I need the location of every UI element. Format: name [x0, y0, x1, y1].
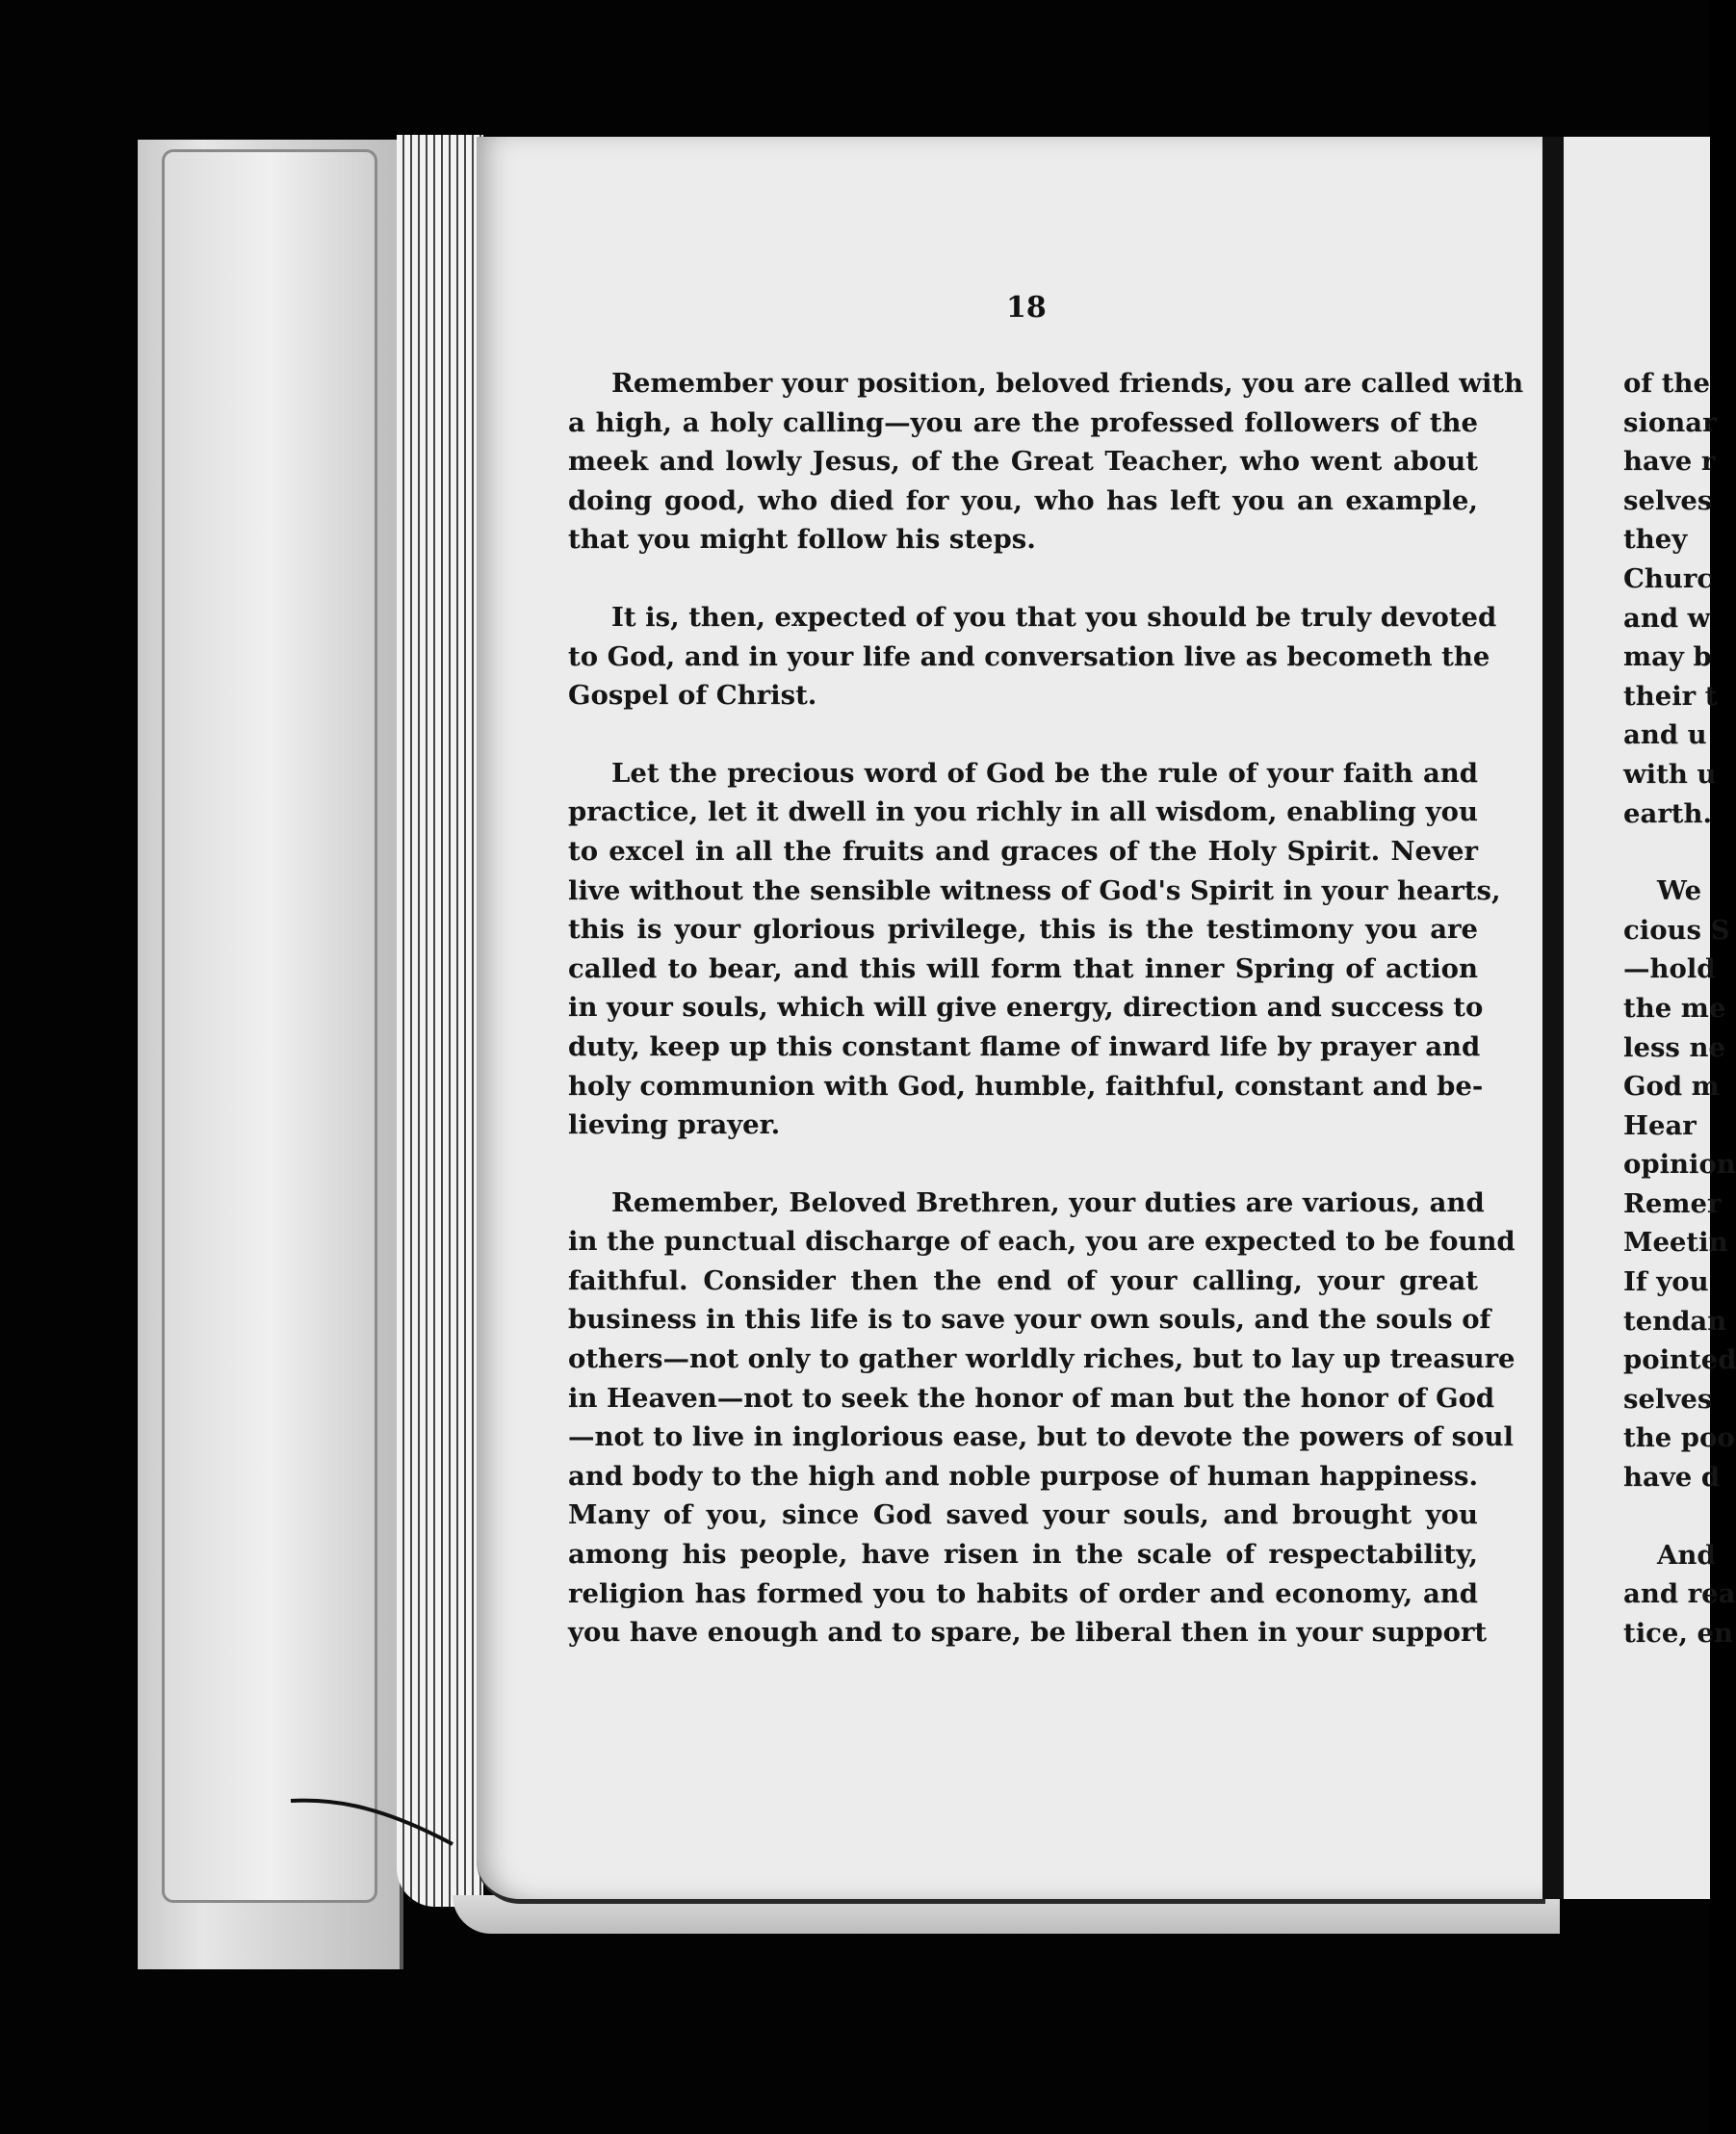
text-fragment: pointed [1623, 1344, 1736, 1376]
text-line: that you might follow his steps. [568, 524, 1036, 556]
text-line: live without the sensible witness of God's Spirit in your hearts, [568, 874, 1501, 906]
text-line: you have enough and to spare, be liberal then in your support [568, 1617, 1488, 1649]
text-fragment: and rea [1623, 1578, 1736, 1610]
paragraph-2 [568, 598, 1497, 716]
text-line: to excel in all the fruits and graces of the Holy Spirit. Never [568, 835, 1478, 867]
text-fragment: selves [1623, 1383, 1713, 1415]
text-line: faithful. Consider then the end of your calling, your great [568, 1264, 1478, 1296]
text-fragment: the me [1623, 992, 1726, 1024]
left-page-text [568, 364, 1524, 1691]
text-line: duty, keep up this constant flame of inward life by prayer and [568, 1030, 1481, 1062]
right-page-text-fragments [1623, 364, 1736, 1653]
text-fragment: Meetin [1623, 1227, 1728, 1259]
text-line: business in this life is to save your own souls, and the souls of [568, 1304, 1491, 1336]
text-fragment: opinion [1623, 1149, 1736, 1181]
text-line: this is your glorious privilege, this is the testimony you are [568, 914, 1478, 946]
page-number: 18 [1006, 291, 1047, 325]
pen-stroke-mark [289, 1791, 457, 1849]
text-fragment: If you [1623, 1266, 1709, 1298]
text-fragment: the poo [1623, 1422, 1735, 1454]
text-fragment: have d [1623, 1462, 1721, 1494]
book-cover-inner-board [162, 149, 377, 1903]
text-fragment: their t [1623, 680, 1718, 712]
text-line: Remember, Beloved Brethren, your duties are various, and [611, 1186, 1485, 1218]
book-gutter [1542, 137, 1564, 1899]
text-fragment: Remer [1623, 1187, 1722, 1219]
text-line: in your souls, which will give energy, direction and success to [568, 992, 1484, 1024]
text-line: lieving prayer. [568, 1109, 781, 1141]
text-line: meek and lowly Jesus, of the Great Teacher, who went about [568, 446, 1478, 478]
text-fragment: God m [1623, 1071, 1720, 1103]
page-edges [397, 135, 483, 1907]
text-fragment: Hear [1623, 1109, 1697, 1141]
text-fragment: earth. [1623, 797, 1713, 829]
text-fragment: and w [1623, 602, 1711, 634]
text-line: among his people, have risen in the scale of respectability, [568, 1539, 1478, 1571]
text-fragment: of the [1623, 368, 1710, 399]
text-fragment: and u [1623, 719, 1707, 751]
text-line: called to bear, and this will form that inner Spring of action [568, 952, 1478, 984]
text-fragment: We [1657, 875, 1702, 907]
text-fragment: with u [1623, 758, 1717, 790]
text-line: in the punctual discharge of each, you are expected to be found [568, 1226, 1516, 1258]
text-line: Let the precious word of God be the rule of your faith and [611, 757, 1478, 789]
paragraph-gap [1623, 1497, 1736, 1536]
text-line: —not to live in inglorious ease, but to devote the powers of soul [568, 1421, 1514, 1453]
text-fragment: —hold [1623, 953, 1716, 985]
text-line: Gospel of Christ. [568, 680, 817, 712]
text-line: Remember your position, beloved friends, you are called with [611, 368, 1524, 399]
text-fragment: less ne [1623, 1031, 1725, 1063]
text-line: Many of you, since God saved your souls, and brought you [568, 1499, 1478, 1531]
text-fragment: sionar [1623, 406, 1717, 438]
text-line: practice, let it dwell in you richly in all wisdom, enabling you [568, 796, 1478, 828]
text-line: to God, and in your life and conversation live as becometh the [568, 640, 1490, 672]
paragraph-3 [568, 754, 1501, 1145]
text-line: doing good, who died for you, who has left you an example, [568, 484, 1478, 516]
text-fragment: have r [1623, 446, 1716, 478]
text-fragment: selves [1623, 484, 1713, 516]
text-fragment: may b [1623, 641, 1712, 673]
text-line: others—not only to gather worldly riches, but to lay up treasure [568, 1343, 1516, 1375]
text-fragment: tendan [1623, 1305, 1727, 1337]
text-fragment: tice, en [1623, 1617, 1734, 1649]
paragraph-4 [568, 1184, 1516, 1653]
text-line: holy communion with God, humble, faithful, constant and be- [568, 1070, 1484, 1102]
text-line: in Heaven—not to seek the honor of man but the honor of God [568, 1382, 1495, 1414]
text-fragment: they [1623, 524, 1688, 556]
paragraph-1 [568, 364, 1524, 560]
text-fragment: Churc [1623, 562, 1714, 594]
text-line: religion has formed you to habits of order and economy, and [568, 1577, 1478, 1609]
text-line: and body to the high and noble purpose of human happiness. [568, 1460, 1479, 1492]
paragraph-gap [1623, 833, 1736, 872]
text-line: It is, then, expected of you that you should be truly devoted [611, 601, 1497, 633]
text-fragment: And [1657, 1539, 1716, 1571]
text-fragment: cious S [1623, 914, 1730, 946]
text-line: a high, a holy calling—you are the professed followers of the [568, 406, 1478, 438]
